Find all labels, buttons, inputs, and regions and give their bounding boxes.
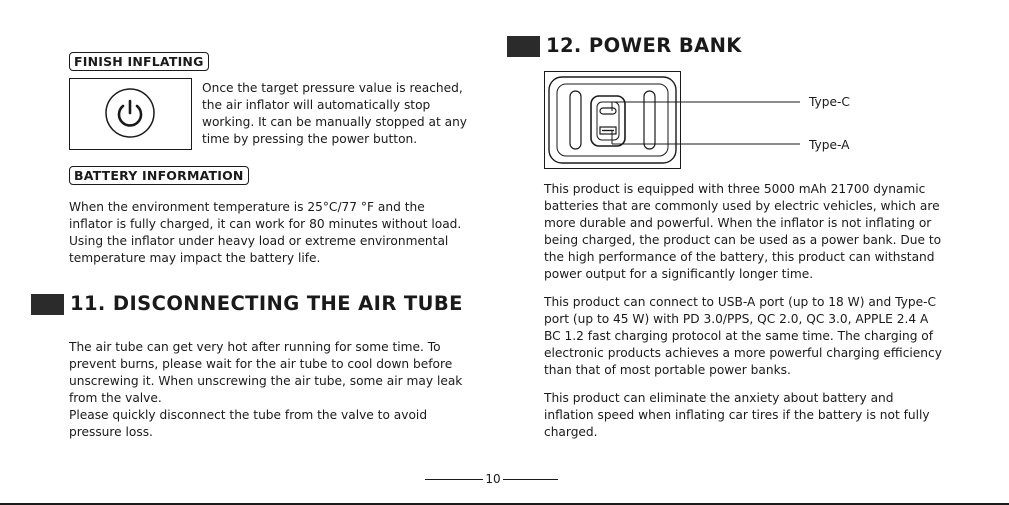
type-a-callout-label: Type-A xyxy=(809,138,850,152)
battery-information-text: When the environment temperature is 25°C/77 °F and the inflator is fully charged, it can work for 80 minutes without load. Using the inflator under heavy load or extreme environmental temperature may impact the battery life. xyxy=(69,200,462,265)
power-bank-paragraph-2: This product can connect to USB-A port (up to 18 W) and Type-C port (up to 45 W) with PD 3.0/PPS, QC 2.0, QC 3.0, APPLE 2.4 A BC 1.2 fast charging protocol at the same time. The charging of electronic products achieves a more powerful charging efficiency than that of most portable power banks. xyxy=(544,295,942,377)
section-marker-block xyxy=(507,36,540,57)
section-11-heading: 11. DISCONNECTING THE AIR TUBE xyxy=(70,292,463,315)
footer-rule-left xyxy=(425,479,483,480)
power-button-illustration xyxy=(69,78,192,150)
power-icon xyxy=(70,79,191,149)
battery-information-tag: BATTERY INFORMATION xyxy=(69,166,249,185)
page-number: 10 xyxy=(485,472,501,486)
section-marker-block xyxy=(31,294,64,315)
footer-rule-right xyxy=(503,479,558,480)
power-bank-paragraph-3: This product can eliminate the anxiety about battery and inflation speed when inflating car tires if the battery is not fully charged. xyxy=(544,391,930,439)
finish-inflating-text: Once the target pressure value is reached, the air inflator will automatically stop working. It can be manually stopped at any time by pressing the power button. xyxy=(202,81,468,146)
finish-inflating-tag: FINISH INFLATING xyxy=(69,52,209,71)
callout-lines xyxy=(600,95,805,155)
power-bank-paragraph-1: This product is equipped with three 5000 mAh 21700 dynamic batteries that are commonly used by electric vehicles, which are more durable and powerful. When the inflator is not inflating or being charged, the product can be used as a power bank. Due to the high performance of the battery, this product can withstand power output for a significantly longer time. xyxy=(544,182,942,281)
type-c-callout-label: Type-C xyxy=(809,95,850,109)
section-12-heading: 12. POWER BANK xyxy=(546,34,742,57)
section-11-text: The air tube can get very hot after running for some time. To prevent burns, please wait for the air tube to cool down before unscrewing it. When unscrewing the air tube, some air may leak from the valve. Please quickly disconnect the tube from the valve to avoid pressure loss. xyxy=(69,340,463,439)
